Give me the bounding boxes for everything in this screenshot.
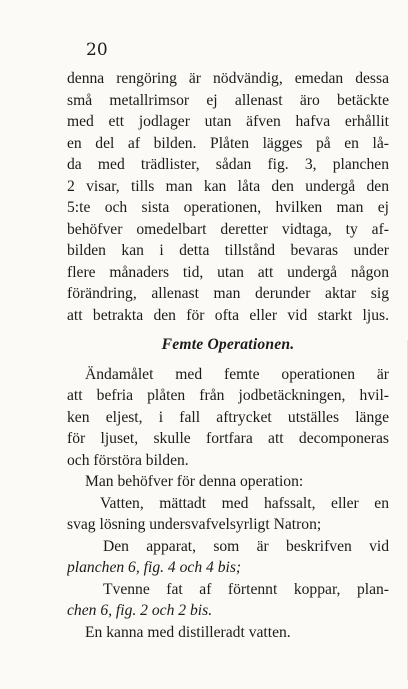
list-item-line: Tvenne fat af förtennt koppar, plan- <box>103 580 389 598</box>
text-line: för ljuset, skulle fortfara att decomponeras <box>67 430 389 447</box>
text-line: ken eljest, i fall aftrycket utställes länge <box>67 408 389 426</box>
list-item-line: chen 6, fig. 2 och 2 bis. <box>67 602 213 619</box>
text-line: 2 visar, tills man kan låta den undergå den <box>67 177 389 195</box>
requirements-intro: Man behöfver för denna operation: <box>85 473 304 490</box>
page-number: 20 <box>86 40 108 60</box>
text-line: Ändamålet med femte operationen är <box>85 365 389 383</box>
body-text <box>67 68 389 643</box>
paragraph-purpose <box>67 364 389 472</box>
text-line: bilden kan i detta tillstånd bevaras under <box>67 242 389 259</box>
list-item-line: Den apparat, som är beskrifven vid <box>103 537 389 555</box>
requirements-list <box>67 493 389 644</box>
text-line: och förstöra bilden. <box>67 451 189 469</box>
text-line: små metallrimsor ej allenast äro betäckte <box>67 91 389 109</box>
text-line: da med trädlister, sådan fig. 3, planchen <box>67 156 389 173</box>
text-line: denna rengöring är nödvändig, emedan dessa <box>67 70 389 87</box>
text-line: en del af bilden. Plåten lägges på en lå- <box>67 134 389 152</box>
text-line: flere månaders tid, utan att undergå någon <box>67 263 389 281</box>
text-line: med ett jodlager utan äfven hafva erhållit <box>67 113 389 130</box>
section-heading: Femte Operationen. <box>161 336 295 353</box>
text-line: att befria plåten från jodbetäckningen, hvil- <box>67 387 389 404</box>
list-item-line: planchen 6, fig. 4 och 4 bis; <box>67 559 242 576</box>
text-line: 5:te och sista operationen, hvilken man ej <box>67 199 389 216</box>
list-item-line: svag lösning undersvafvelsyrligt Natron; <box>67 516 322 533</box>
list-item-line: En kanna med distilleradt vatten. <box>85 623 291 641</box>
list-item-line: Vatten, mättadt med hafssalt, eller en <box>100 494 389 512</box>
text-line: behöfver omedelbart deretter vidtaga, ty af- <box>67 220 389 238</box>
text-line: att betrakta den för ofta eller vid starkt ljus. <box>67 306 389 324</box>
text-line: förändring, allenast man derunder aktar sig <box>67 285 389 302</box>
paragraph-continued <box>67 68 389 326</box>
